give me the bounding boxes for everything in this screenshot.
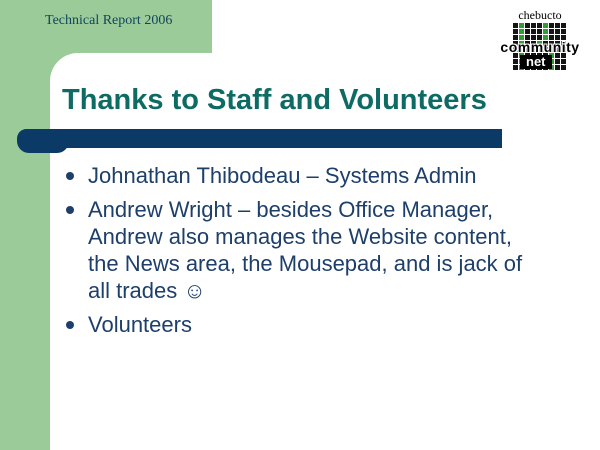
bullet-text: Andrew Wright – besides Office Manager, Andrew also manages the Website content, the News area, the Mousepad, and is jack of all trades ☺ (88, 197, 523, 303)
bullet-text: Johnathan Thibodeau – Systems Admin (88, 163, 477, 188)
logo-community-text: community (500, 39, 580, 55)
logo-net-text: net (520, 55, 552, 69)
header-label: Technical Report 2006 (45, 13, 173, 28)
divider-bar (17, 129, 502, 148)
bullet-icon (66, 206, 74, 214)
page-title: Thanks to Staff and Volunteers (62, 84, 487, 116)
logo-chebucto-text: chebucto (518, 8, 562, 22)
bullet-item (66, 311, 548, 338)
bullet-icon (66, 172, 74, 180)
bullet-item (66, 162, 548, 189)
bullet-list (66, 162, 548, 345)
green-left-strip (0, 0, 50, 450)
chebucto-community-net-logo (498, 8, 582, 76)
bullet-text: Volunteers (88, 312, 192, 337)
bullet-icon (66, 321, 74, 329)
bullet-item (66, 196, 548, 304)
